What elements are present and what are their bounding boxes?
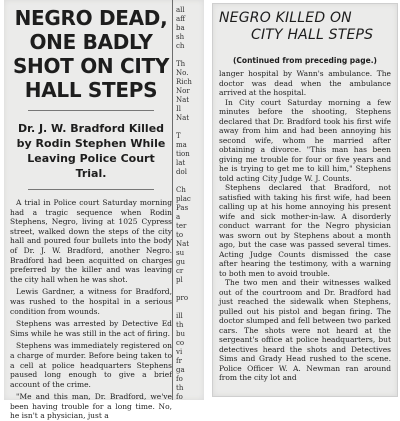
continued-notice: (Continued from preceding page.) <box>233 56 377 65</box>
fragment-line: plac <box>176 195 191 203</box>
fragment-line: dol <box>176 168 187 176</box>
fragment-line: Nat <box>176 96 190 104</box>
fragment-line: T <box>176 132 181 140</box>
fragment-line: pro <box>176 294 189 302</box>
right-clipping <box>212 3 398 397</box>
fragment-line: ba <box>176 24 185 32</box>
left-clipping <box>4 0 204 421</box>
fragment-line <box>176 123 202 132</box>
fragment-line <box>176 177 202 186</box>
right-paragraph: Stephens declared that Bradford, not satisfied with taking his first wife, had been calling up at his home annoying his present wife and sick mother-in-law. A disorderly conduct warrant for the Negro physician was sworn out by Stephens about a month ago, but the case was passed several times. Acting Judge Counts dismissed the case after hearing the testimony, with a warning to both men to avoid trouble. <box>219 183 391 278</box>
right-headline-line2: CITY HALL STEPS <box>251 27 374 43</box>
left-body <box>10 198 172 421</box>
fragment-line: ga <box>176 366 185 374</box>
fragment-line: fo <box>176 375 183 383</box>
fragment-line: lat <box>176 159 186 167</box>
left-paragraph: Stephens was arrested by Detective Ed Sims while he was still in the act of firing. <box>10 319 172 338</box>
fragment-line: bu <box>176 330 185 338</box>
fragment-line: to <box>176 231 184 239</box>
fragment-line <box>176 285 202 294</box>
fragment-line: fr <box>176 357 182 365</box>
fragment-line: No. <box>176 69 189 77</box>
fragment-line: ill <box>176 312 183 320</box>
fragment-line: a <box>176 213 181 221</box>
left-paragraph: "Me and this man, Dr. Bradford, we've been having trouble for a long time. No, he isn't a physician, just a <box>10 392 172 421</box>
subheadline-divider <box>28 189 154 190</box>
right-paragraph: langer hospital by Wann's ambulance. The doctor was dead when the ambulance arrived at the hospital. <box>219 69 391 97</box>
left-headline: NEGRO DEAD, ONE BADLY SHOT ON CITY HALL STEPS <box>12 6 170 102</box>
fragment-line: aff <box>176 15 186 23</box>
fragment-line: co <box>176 339 185 347</box>
column-rule <box>172 0 173 400</box>
fragment-line: ch <box>176 42 185 50</box>
fragment-line: Nat <box>176 114 190 122</box>
left-paragraph: Stephens was immediately registered on a charge of murder. Before being taken to a cell at police headquarters Stephens paused long enough to give a brief account of the crime. <box>10 341 172 389</box>
fragment-line: sh <box>176 33 185 41</box>
fragment-line: Th <box>176 60 186 68</box>
fragment-line: Nat <box>176 240 190 248</box>
fragment-line: tion <box>176 150 190 158</box>
fragment-line: cr <box>176 267 184 275</box>
fragment-line: th <box>176 321 184 329</box>
headline-divider <box>28 110 154 111</box>
right-headline <box>219 10 391 44</box>
fragment-line <box>176 303 202 312</box>
left-paragraph: A trial in Police court Saturday morning had a tragic sequence when Rodin Stephens, Negro, living at 1025 Cypress street, walked down the steps of the city hall and poured four bullets into the body of Dr. J. W. Bradford, another Negro. Bradford had been acquitted on charges preferred by the killer and was leaving the city hall when he was shot. <box>10 198 172 284</box>
fragment-line: pl <box>176 276 183 284</box>
fragment-line: su <box>176 249 185 257</box>
fragment-line: vi <box>176 348 183 356</box>
right-body <box>219 69 391 383</box>
fragment-line: all <box>176 6 185 14</box>
fragment-line: Ch <box>176 186 186 194</box>
left-article <box>10 6 172 421</box>
left-paragraph: Lewis Gardner, a witness for Bradford, was rushed to the hospital in a serious condition from wounds. <box>10 287 172 316</box>
fragment-line: ter <box>176 222 187 230</box>
fragment-line: gu <box>176 258 185 266</box>
fragment-line: th <box>176 384 184 392</box>
fragment-line: fo <box>176 393 183 401</box>
fragment-line: ma <box>176 141 187 149</box>
right-paragraph: In City court Saturday morning a few minutes before the shooting, Stephens declared that Dr. Bradford took his first wife away from him and had been annoying his second wife, whom he married after obtaining a divorce. "This man has been giving me trouble for four or five years and he is trying to get me to kill him," Stephens told acting City Judge W. J. Counts. <box>219 97 391 183</box>
right-headline-line1: NEGRO KILLED ON <box>219 10 352 26</box>
fragment-line <box>176 51 202 60</box>
right-paragraph: The two men and their witnesses walked out of the courtroom and Dr. Bradford had just reached the sidewalk when Stephens, pulled out his pistol and began firing. The doctor slumped and fell between two parked cars. The shots were not heard at the sergeant's office at police headquarters, but detectives heard the shots and Detectives Sims and Grady Head rushed to the scene. Police Officer W. A. Newman ran around from the city lot and <box>219 278 391 382</box>
fragment-line: Pas <box>176 204 189 212</box>
fragment-line: Nor <box>176 87 190 95</box>
adjacent-column-fragments <box>176 6 202 402</box>
fragment-line: Il <box>176 105 182 113</box>
left-subheadline: Dr. J. W. Bradford Killed by Rodin Stephen While Leaving Police Court Trial. <box>16 122 166 180</box>
fragment-line: Rich <box>176 78 192 86</box>
